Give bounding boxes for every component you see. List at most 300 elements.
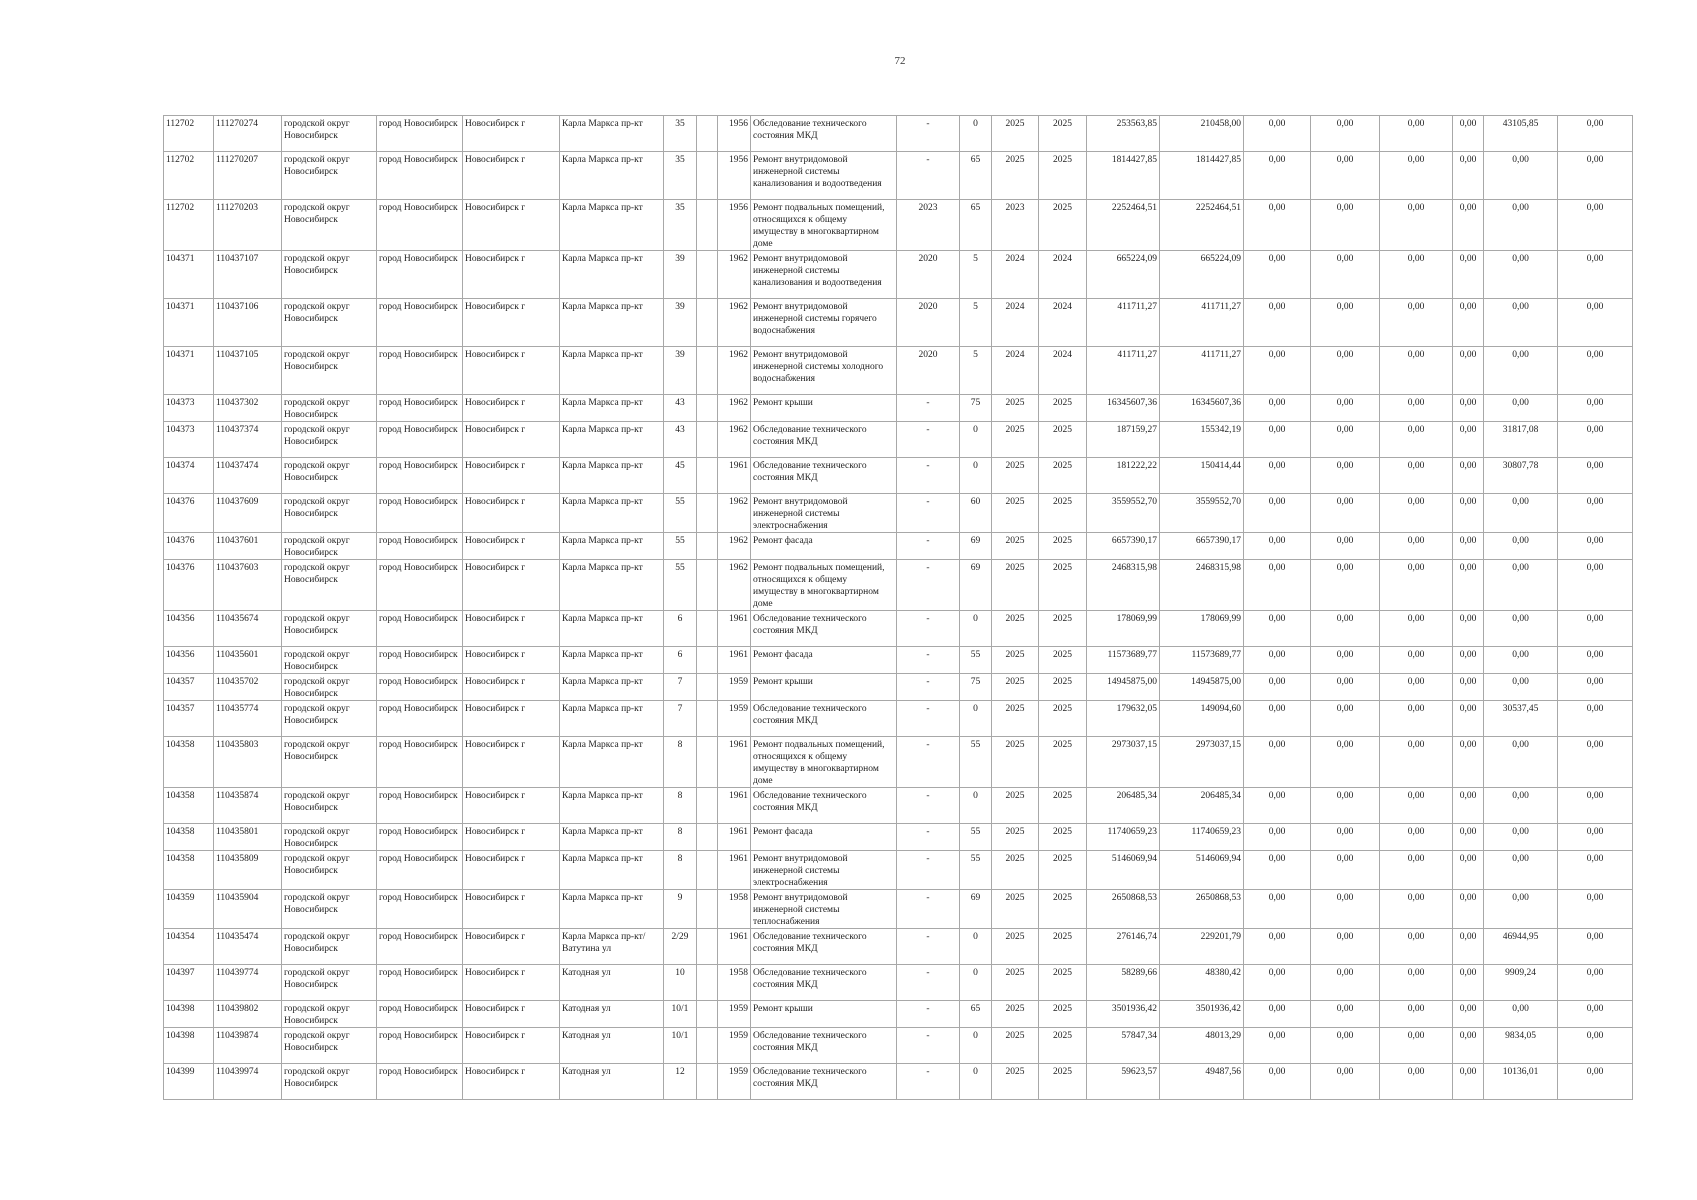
cell-municipal-district: городской округ Новосибирск bbox=[282, 299, 377, 347]
cell-plan-end-year: 2025 bbox=[1039, 737, 1087, 788]
cell-building bbox=[697, 347, 718, 395]
cell-municipal-district: городской округ Новосибирск bbox=[282, 890, 377, 929]
cell-plan-start-year: 2025 bbox=[992, 395, 1039, 422]
cell-build-year: 1959 bbox=[718, 674, 751, 701]
cell-wear-percent: 0 bbox=[960, 788, 992, 824]
cell-budget-federal: 0,00 bbox=[1244, 422, 1311, 458]
cell-fund-cost: 229201,79 bbox=[1160, 929, 1244, 965]
cell-plan-start-year: 2025 bbox=[992, 458, 1039, 494]
cell-total-cost: 2252464,51 bbox=[1087, 200, 1160, 251]
cell-extra-cost: 0,00 bbox=[1558, 116, 1633, 152]
cell-budget-regional: 0,00 bbox=[1311, 737, 1380, 788]
cell-wear-percent: 5 bbox=[960, 299, 992, 347]
cell-wear-percent: 0 bbox=[960, 1064, 992, 1100]
cell-total-cost: 14945875,00 bbox=[1087, 674, 1160, 701]
cell-object-id: 104374 bbox=[164, 458, 214, 494]
cell-other-source: 0,00 bbox=[1453, 116, 1484, 152]
table-row bbox=[164, 299, 1633, 347]
cell-plan-end-year: 2025 bbox=[1039, 1064, 1087, 1100]
cell-object-id: 112702 bbox=[164, 152, 214, 200]
cell-building bbox=[697, 1028, 718, 1064]
cell-other-source: 0,00 bbox=[1453, 929, 1484, 965]
cell-budget-federal: 0,00 bbox=[1244, 1028, 1311, 1064]
cell-extra-cost: 0,00 bbox=[1558, 965, 1633, 1001]
cell-fund-cost: 411711,27 bbox=[1160, 347, 1244, 395]
cell-object-id: 104358 bbox=[164, 851, 214, 890]
cell-budget-federal: 0,00 bbox=[1244, 1001, 1311, 1028]
cell-extra-cost: 0,00 bbox=[1558, 824, 1633, 851]
cell-street: Карла Маркса пр-кт bbox=[560, 533, 664, 560]
table-row bbox=[164, 737, 1633, 788]
cell-extra-cost: 0,00 bbox=[1558, 701, 1633, 737]
cell-municipal-district: городской округ Новосибирск bbox=[282, 1064, 377, 1100]
cell-wear-percent: 5 bbox=[960, 347, 992, 395]
cell-settlement: город Новосибирск bbox=[377, 611, 463, 647]
cell-building bbox=[697, 200, 718, 251]
cell-budget-local: 0,00 bbox=[1380, 1064, 1453, 1100]
cell-plan-start-year: 2025 bbox=[992, 1001, 1039, 1028]
cell-street: Карла Маркса пр-кт bbox=[560, 458, 664, 494]
cell-street: Карла Маркса пр-кт bbox=[560, 890, 664, 929]
cell-budget-local: 0,00 bbox=[1380, 788, 1453, 824]
cell-work-type: Ремонт внутридомовой инженерной системы горячего водоснабжения bbox=[751, 299, 897, 347]
cell-fund-cost: 206485,34 bbox=[1160, 788, 1244, 824]
cell-street: Карла Маркса пр-кт bbox=[560, 737, 664, 788]
cell-owner-funds: 0,00 bbox=[1484, 737, 1558, 788]
cell-house-number: 7 bbox=[664, 701, 697, 737]
cell-budget-local: 0,00 bbox=[1380, 701, 1453, 737]
cell-work-id: 110439874 bbox=[214, 1028, 282, 1064]
cell-building bbox=[697, 494, 718, 533]
cell-extra-cost: 0,00 bbox=[1558, 152, 1633, 200]
cell-house-number: 8 bbox=[664, 851, 697, 890]
cell-other-source: 0,00 bbox=[1453, 533, 1484, 560]
cell-plan-start-year: 2025 bbox=[992, 533, 1039, 560]
cell-plan-start-year: 2024 bbox=[992, 347, 1039, 395]
cell-build-year: 1961 bbox=[718, 929, 751, 965]
cell-budget-local: 0,00 bbox=[1380, 929, 1453, 965]
cell-last-repair-year: 2020 bbox=[897, 251, 960, 299]
cell-owner-funds: 9834,05 bbox=[1484, 1028, 1558, 1064]
cell-extra-cost: 0,00 bbox=[1558, 737, 1633, 788]
cell-build-year: 1959 bbox=[718, 1064, 751, 1100]
cell-extra-cost: 0,00 bbox=[1558, 347, 1633, 395]
cell-work-type: Ремонт внутридомовой инженерной системы канализования и водоотведения bbox=[751, 251, 897, 299]
cell-build-year: 1961 bbox=[718, 851, 751, 890]
cell-budget-federal: 0,00 bbox=[1244, 560, 1311, 611]
cell-total-cost: 16345607,36 bbox=[1087, 395, 1160, 422]
cell-budget-regional: 0,00 bbox=[1311, 647, 1380, 674]
cell-total-cost: 253563,85 bbox=[1087, 116, 1160, 152]
cell-extra-cost: 0,00 bbox=[1558, 674, 1633, 701]
cell-municipal-district: городской округ Новосибирск bbox=[282, 395, 377, 422]
cell-object-id: 104373 bbox=[164, 422, 214, 458]
cell-work-type: Обследование технического состояния МКД bbox=[751, 422, 897, 458]
cell-total-cost: 206485,34 bbox=[1087, 788, 1160, 824]
cell-extra-cost: 0,00 bbox=[1558, 422, 1633, 458]
cell-last-repair-year: - bbox=[897, 929, 960, 965]
cell-house-number: 6 bbox=[664, 647, 697, 674]
cell-locality: Новосибирск г bbox=[463, 116, 560, 152]
table-row bbox=[164, 788, 1633, 824]
cell-house-number: 7 bbox=[664, 674, 697, 701]
cell-building bbox=[697, 533, 718, 560]
cell-plan-end-year: 2025 bbox=[1039, 674, 1087, 701]
cell-total-cost: 178069,99 bbox=[1087, 611, 1160, 647]
table-row bbox=[164, 347, 1633, 395]
cell-settlement: город Новосибирск bbox=[377, 929, 463, 965]
cell-plan-start-year: 2025 bbox=[992, 674, 1039, 701]
cell-other-source: 0,00 bbox=[1453, 1064, 1484, 1100]
cell-street: Карла Маркса пр-кт bbox=[560, 851, 664, 890]
cell-other-source: 0,00 bbox=[1453, 788, 1484, 824]
cell-building bbox=[697, 395, 718, 422]
cell-plan-end-year: 2025 bbox=[1039, 200, 1087, 251]
cell-budget-federal: 0,00 bbox=[1244, 1064, 1311, 1100]
cell-municipal-district: городской округ Новосибирск bbox=[282, 200, 377, 251]
cell-build-year: 1962 bbox=[718, 560, 751, 611]
cell-budget-local: 0,00 bbox=[1380, 395, 1453, 422]
cell-plan-end-year: 2025 bbox=[1039, 890, 1087, 929]
cell-other-source: 0,00 bbox=[1453, 824, 1484, 851]
cell-last-repair-year: 2023 bbox=[897, 200, 960, 251]
cell-settlement: город Новосибирск bbox=[377, 1064, 463, 1100]
cell-locality: Новосибирск г bbox=[463, 533, 560, 560]
cell-wear-percent: 75 bbox=[960, 395, 992, 422]
cell-budget-local: 0,00 bbox=[1380, 890, 1453, 929]
cell-owner-funds: 0,00 bbox=[1484, 347, 1558, 395]
cell-fund-cost: 1814427,85 bbox=[1160, 152, 1244, 200]
cell-wear-percent: 65 bbox=[960, 200, 992, 251]
cell-extra-cost: 0,00 bbox=[1558, 929, 1633, 965]
cell-total-cost: 59623,57 bbox=[1087, 1064, 1160, 1100]
cell-extra-cost: 0,00 bbox=[1558, 299, 1633, 347]
cell-plan-end-year: 2025 bbox=[1039, 560, 1087, 611]
cell-last-repair-year: - bbox=[897, 1001, 960, 1028]
cell-work-id: 110435674 bbox=[214, 611, 282, 647]
cell-house-number: 39 bbox=[664, 251, 697, 299]
cell-budget-regional: 0,00 bbox=[1311, 560, 1380, 611]
cell-object-id: 104356 bbox=[164, 647, 214, 674]
cell-last-repair-year: - bbox=[897, 458, 960, 494]
cell-municipal-district: городской округ Новосибирск bbox=[282, 422, 377, 458]
cell-house-number: 9 bbox=[664, 890, 697, 929]
cell-locality: Новосибирск г bbox=[463, 395, 560, 422]
page-number: 72 bbox=[894, 55, 906, 67]
cell-object-id: 104354 bbox=[164, 929, 214, 965]
cell-house-number: 35 bbox=[664, 116, 697, 152]
cell-building bbox=[697, 611, 718, 647]
cell-wear-percent: 0 bbox=[960, 965, 992, 1001]
table-row bbox=[164, 965, 1633, 1001]
cell-fund-cost: 3559552,70 bbox=[1160, 494, 1244, 533]
cell-municipal-district: городской округ Новосибирск bbox=[282, 152, 377, 200]
cell-municipal-district: городской округ Новосибирск bbox=[282, 929, 377, 965]
cell-build-year: 1962 bbox=[718, 395, 751, 422]
cell-owner-funds: 0,00 bbox=[1484, 533, 1558, 560]
cell-work-id: 110437107 bbox=[214, 251, 282, 299]
cell-work-type: Обследование технического состояния МКД bbox=[751, 1028, 897, 1064]
cell-work-id: 110437603 bbox=[214, 560, 282, 611]
cell-budget-federal: 0,00 bbox=[1244, 458, 1311, 494]
cell-wear-percent: 55 bbox=[960, 647, 992, 674]
cell-locality: Новосибирск г bbox=[463, 701, 560, 737]
cell-wear-percent: 0 bbox=[960, 116, 992, 152]
cell-settlement: город Новосибирск bbox=[377, 965, 463, 1001]
cell-budget-regional: 0,00 bbox=[1311, 674, 1380, 701]
cell-extra-cost: 0,00 bbox=[1558, 251, 1633, 299]
cell-locality: Новосибирск г bbox=[463, 251, 560, 299]
cell-last-repair-year: - bbox=[897, 494, 960, 533]
cell-settlement: город Новосибирск bbox=[377, 251, 463, 299]
cell-budget-regional: 0,00 bbox=[1311, 458, 1380, 494]
cell-building bbox=[697, 116, 718, 152]
cell-last-repair-year: 2020 bbox=[897, 299, 960, 347]
cell-owner-funds: 0,00 bbox=[1484, 152, 1558, 200]
table-row bbox=[164, 647, 1633, 674]
cell-locality: Новосибирск г bbox=[463, 647, 560, 674]
cell-fund-cost: 16345607,36 bbox=[1160, 395, 1244, 422]
cell-settlement: город Новосибирск bbox=[377, 1028, 463, 1064]
table-row bbox=[164, 824, 1633, 851]
cell-budget-regional: 0,00 bbox=[1311, 1001, 1380, 1028]
cell-wear-percent: 55 bbox=[960, 851, 992, 890]
cell-budget-local: 0,00 bbox=[1380, 458, 1453, 494]
cell-budget-regional: 0,00 bbox=[1311, 347, 1380, 395]
capital-repair-table bbox=[163, 115, 1633, 1100]
cell-budget-local: 0,00 bbox=[1380, 200, 1453, 251]
cell-locality: Новосибирск г bbox=[463, 737, 560, 788]
cell-building bbox=[697, 1001, 718, 1028]
cell-work-id: 111270274 bbox=[214, 116, 282, 152]
cell-plan-end-year: 2025 bbox=[1039, 152, 1087, 200]
cell-plan-start-year: 2023 bbox=[992, 200, 1039, 251]
cell-fund-cost: 14945875,00 bbox=[1160, 674, 1244, 701]
cell-extra-cost: 0,00 bbox=[1558, 458, 1633, 494]
cell-work-type: Ремонт подвальных помещений, относящихся к общему имуществу в многоквартирном доме bbox=[751, 737, 897, 788]
cell-budget-federal: 0,00 bbox=[1244, 701, 1311, 737]
cell-street: Карла Маркса пр-кт bbox=[560, 611, 664, 647]
cell-street: Карла Маркса пр-кт bbox=[560, 422, 664, 458]
cell-work-id: 110437601 bbox=[214, 533, 282, 560]
cell-settlement: город Новосибирск bbox=[377, 647, 463, 674]
cell-house-number: 35 bbox=[664, 200, 697, 251]
cell-plan-end-year: 2025 bbox=[1039, 1028, 1087, 1064]
cell-owner-funds: 9909,24 bbox=[1484, 965, 1558, 1001]
cell-house-number: 12 bbox=[664, 1064, 697, 1100]
cell-plan-start-year: 2025 bbox=[992, 494, 1039, 533]
cell-fund-cost: 3501936,42 bbox=[1160, 1001, 1244, 1028]
cell-build-year: 1962 bbox=[718, 251, 751, 299]
cell-settlement: город Новосибирск bbox=[377, 890, 463, 929]
cell-settlement: город Новосибирск bbox=[377, 458, 463, 494]
cell-other-source: 0,00 bbox=[1453, 494, 1484, 533]
cell-building bbox=[697, 1064, 718, 1100]
cell-last-repair-year: - bbox=[897, 611, 960, 647]
cell-work-id: 110439802 bbox=[214, 1001, 282, 1028]
cell-work-id: 110435702 bbox=[214, 674, 282, 701]
cell-budget-federal: 0,00 bbox=[1244, 851, 1311, 890]
cell-fund-cost: 178069,99 bbox=[1160, 611, 1244, 647]
cell-settlement: город Новосибирск bbox=[377, 533, 463, 560]
table-row bbox=[164, 560, 1633, 611]
cell-budget-federal: 0,00 bbox=[1244, 299, 1311, 347]
cell-work-type: Ремонт внутридомовой инженерной системы электроснабжения bbox=[751, 851, 897, 890]
cell-locality: Новосибирск г bbox=[463, 611, 560, 647]
cell-last-repair-year: - bbox=[897, 152, 960, 200]
cell-budget-federal: 0,00 bbox=[1244, 152, 1311, 200]
cell-budget-local: 0,00 bbox=[1380, 251, 1453, 299]
cell-budget-local: 0,00 bbox=[1380, 347, 1453, 395]
cell-wear-percent: 55 bbox=[960, 824, 992, 851]
cell-fund-cost: 6657390,17 bbox=[1160, 533, 1244, 560]
cell-building bbox=[697, 737, 718, 788]
cell-work-type: Ремонт внутридомовой инженерной системы электроснабжения bbox=[751, 494, 897, 533]
cell-extra-cost: 0,00 bbox=[1558, 533, 1633, 560]
cell-object-id: 104357 bbox=[164, 674, 214, 701]
cell-building bbox=[697, 152, 718, 200]
cell-budget-regional: 0,00 bbox=[1311, 788, 1380, 824]
cell-budget-federal: 0,00 bbox=[1244, 533, 1311, 560]
cell-build-year: 1962 bbox=[718, 422, 751, 458]
table-row bbox=[164, 701, 1633, 737]
cell-build-year: 1959 bbox=[718, 1028, 751, 1064]
cell-house-number: 39 bbox=[664, 299, 697, 347]
cell-total-cost: 3559552,70 bbox=[1087, 494, 1160, 533]
cell-house-number: 10/1 bbox=[664, 1028, 697, 1064]
cell-house-number: 43 bbox=[664, 422, 697, 458]
cell-work-type: Обследование технического состояния МКД bbox=[751, 1064, 897, 1100]
cell-house-number: 43 bbox=[664, 395, 697, 422]
cell-work-id: 110435601 bbox=[214, 647, 282, 674]
cell-budget-federal: 0,00 bbox=[1244, 647, 1311, 674]
cell-other-source: 0,00 bbox=[1453, 890, 1484, 929]
cell-last-repair-year: - bbox=[897, 1064, 960, 1100]
cell-owner-funds: 10136,01 bbox=[1484, 1064, 1558, 1100]
cell-budget-regional: 0,00 bbox=[1311, 1064, 1380, 1100]
cell-settlement: город Новосибирск bbox=[377, 494, 463, 533]
cell-municipal-district: городской округ Новосибирск bbox=[282, 788, 377, 824]
cell-budget-federal: 0,00 bbox=[1244, 929, 1311, 965]
cell-house-number: 45 bbox=[664, 458, 697, 494]
cell-building bbox=[697, 560, 718, 611]
cell-last-repair-year: - bbox=[897, 824, 960, 851]
cell-fund-cost: 5146069,94 bbox=[1160, 851, 1244, 890]
cell-fund-cost: 210458,00 bbox=[1160, 116, 1244, 152]
cell-plan-start-year: 2025 bbox=[992, 560, 1039, 611]
cell-work-id: 110439774 bbox=[214, 965, 282, 1001]
cell-build-year: 1956 bbox=[718, 200, 751, 251]
cell-work-type: Обследование технического состояния МКД bbox=[751, 458, 897, 494]
cell-municipal-district: городской округ Новосибирск bbox=[282, 1001, 377, 1028]
cell-total-cost: 6657390,17 bbox=[1087, 533, 1160, 560]
cell-other-source: 0,00 bbox=[1453, 701, 1484, 737]
cell-last-repair-year: - bbox=[897, 701, 960, 737]
cell-object-id: 104373 bbox=[164, 395, 214, 422]
cell-total-cost: 2973037,15 bbox=[1087, 737, 1160, 788]
cell-budget-local: 0,00 bbox=[1380, 965, 1453, 1001]
cell-last-repair-year: - bbox=[897, 533, 960, 560]
cell-owner-funds: 0,00 bbox=[1484, 299, 1558, 347]
cell-build-year: 1962 bbox=[718, 533, 751, 560]
cell-total-cost: 2468315,98 bbox=[1087, 560, 1160, 611]
cell-building bbox=[697, 965, 718, 1001]
cell-budget-regional: 0,00 bbox=[1311, 395, 1380, 422]
cell-plan-start-year: 2025 bbox=[992, 152, 1039, 200]
cell-settlement: город Новосибирск bbox=[377, 851, 463, 890]
table-row bbox=[164, 674, 1633, 701]
cell-budget-federal: 0,00 bbox=[1244, 347, 1311, 395]
cell-plan-end-year: 2025 bbox=[1039, 824, 1087, 851]
cell-total-cost: 665224,09 bbox=[1087, 251, 1160, 299]
cell-municipal-district: городской округ Новосибирск bbox=[282, 647, 377, 674]
cell-owner-funds: 0,00 bbox=[1484, 200, 1558, 251]
cell-budget-local: 0,00 bbox=[1380, 152, 1453, 200]
cell-total-cost: 3501936,42 bbox=[1087, 1001, 1160, 1028]
cell-wear-percent: 0 bbox=[960, 929, 992, 965]
cell-settlement: город Новосибирск bbox=[377, 200, 463, 251]
cell-building bbox=[697, 788, 718, 824]
cell-locality: Новосибирск г bbox=[463, 494, 560, 533]
cell-plan-start-year: 2025 bbox=[992, 788, 1039, 824]
cell-plan-start-year: 2025 bbox=[992, 851, 1039, 890]
cell-plan-start-year: 2025 bbox=[992, 1028, 1039, 1064]
cell-municipal-district: городской округ Новосибирск bbox=[282, 494, 377, 533]
cell-plan-end-year: 2025 bbox=[1039, 1001, 1087, 1028]
cell-wear-percent: 0 bbox=[960, 458, 992, 494]
cell-settlement: город Новосибирск bbox=[377, 701, 463, 737]
cell-plan-end-year: 2025 bbox=[1039, 788, 1087, 824]
cell-budget-local: 0,00 bbox=[1380, 824, 1453, 851]
cell-other-source: 0,00 bbox=[1453, 611, 1484, 647]
cell-building bbox=[697, 647, 718, 674]
cell-street: Катодная ул bbox=[560, 1001, 664, 1028]
cell-object-id: 112702 bbox=[164, 116, 214, 152]
cell-object-id: 104359 bbox=[164, 890, 214, 929]
cell-work-id: 110435904 bbox=[214, 890, 282, 929]
cell-other-source: 0,00 bbox=[1453, 1028, 1484, 1064]
cell-wear-percent: 69 bbox=[960, 533, 992, 560]
cell-house-number: 8 bbox=[664, 788, 697, 824]
cell-building bbox=[697, 299, 718, 347]
cell-work-type: Обследование технического состояния МКД bbox=[751, 788, 897, 824]
cell-last-repair-year: - bbox=[897, 560, 960, 611]
cell-work-id: 110435474 bbox=[214, 929, 282, 965]
cell-total-cost: 57847,34 bbox=[1087, 1028, 1160, 1064]
cell-extra-cost: 0,00 bbox=[1558, 647, 1633, 674]
cell-plan-end-year: 2025 bbox=[1039, 422, 1087, 458]
cell-plan-end-year: 2025 bbox=[1039, 395, 1087, 422]
table-row bbox=[164, 1001, 1633, 1028]
cell-street: Карла Маркса пр-кт bbox=[560, 824, 664, 851]
cell-build-year: 1962 bbox=[718, 494, 751, 533]
cell-plan-start-year: 2025 bbox=[992, 929, 1039, 965]
cell-fund-cost: 11740659,23 bbox=[1160, 824, 1244, 851]
cell-work-id: 110435809 bbox=[214, 851, 282, 890]
cell-extra-cost: 0,00 bbox=[1558, 494, 1633, 533]
cell-locality: Новосибирск г bbox=[463, 1064, 560, 1100]
cell-object-id: 104358 bbox=[164, 824, 214, 851]
cell-budget-regional: 0,00 bbox=[1311, 533, 1380, 560]
cell-locality: Новосибирск г bbox=[463, 965, 560, 1001]
cell-wear-percent: 69 bbox=[960, 890, 992, 929]
cell-total-cost: 11740659,23 bbox=[1087, 824, 1160, 851]
cell-plan-start-year: 2025 bbox=[992, 422, 1039, 458]
cell-work-id: 110435874 bbox=[214, 788, 282, 824]
cell-plan-start-year: 2025 bbox=[992, 1064, 1039, 1100]
cell-work-type: Ремонт фасада bbox=[751, 533, 897, 560]
cell-extra-cost: 0,00 bbox=[1558, 851, 1633, 890]
